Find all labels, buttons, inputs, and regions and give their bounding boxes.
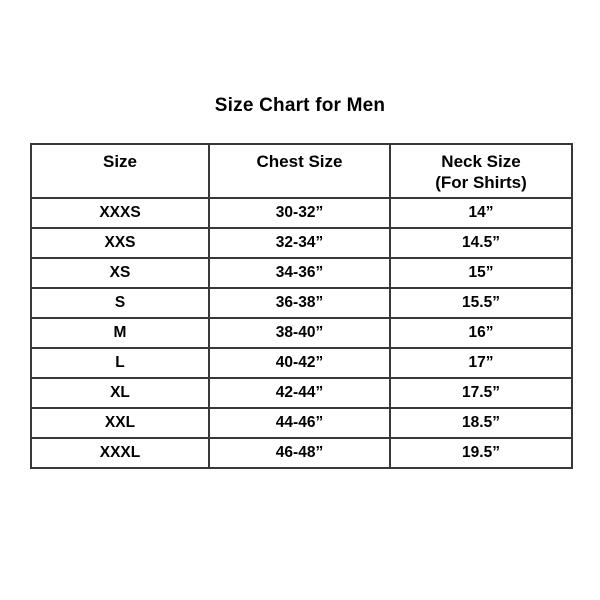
size-cell: XXL [31, 408, 209, 438]
size-chart-table [30, 143, 573, 469]
table-row [31, 288, 572, 318]
size-cell: XL [31, 378, 209, 408]
table-row [31, 258, 572, 288]
neck-size-cell: 18.5” [390, 408, 572, 438]
column-header-neck-size-sublabel: (For Shirts) [435, 173, 527, 192]
size-cell: XXS [31, 228, 209, 258]
chest-size-cell: 40-42” [209, 348, 390, 378]
size-cell: M [31, 318, 209, 348]
neck-size-cell: 14.5” [390, 228, 572, 258]
neck-size-cell: 16” [390, 318, 572, 348]
table-row [31, 408, 572, 438]
table-header [31, 144, 572, 198]
column-header-size [31, 144, 209, 198]
table-row [31, 378, 572, 408]
chest-size-cell: 32-34” [209, 228, 390, 258]
size-cell: XXXS [31, 198, 209, 228]
neck-size-cell: 14” [390, 198, 572, 228]
column-header-neck-size-label: Neck Size [441, 152, 521, 171]
chest-size-cell: 34-36” [209, 258, 390, 288]
size-cell: XS [31, 258, 209, 288]
column-header-size-label: Size [102, 152, 138, 171]
size-cell: XXXL [31, 438, 209, 468]
neck-size-cell: 15” [390, 258, 572, 288]
header-row [31, 144, 572, 198]
chest-size-cell: 46-48” [209, 438, 390, 468]
table-row [31, 438, 572, 468]
chest-size-cell: 38-40” [209, 318, 390, 348]
table-row [31, 228, 572, 258]
neck-size-cell: 19.5” [390, 438, 572, 468]
chest-size-cell: 30-32” [209, 198, 390, 228]
table-body [31, 198, 572, 468]
chest-size-cell: 42-44” [209, 378, 390, 408]
column-header-chest-size [209, 144, 390, 198]
column-header-chest-size-label: Chest Size [256, 152, 343, 171]
chest-size-cell: 36-38” [209, 288, 390, 318]
neck-size-cell: 17.5” [390, 378, 572, 408]
size-cell: S [31, 288, 209, 318]
column-header-neck-size [390, 144, 572, 198]
neck-size-cell: 15.5” [390, 288, 572, 318]
table-row [31, 198, 572, 228]
chest-size-cell: 44-46” [209, 408, 390, 438]
table-row [31, 348, 572, 378]
page-title: Size Chart for Men [214, 95, 386, 116]
neck-size-cell: 17” [390, 348, 572, 378]
size-cell: L [31, 348, 209, 378]
table-row [31, 318, 572, 348]
